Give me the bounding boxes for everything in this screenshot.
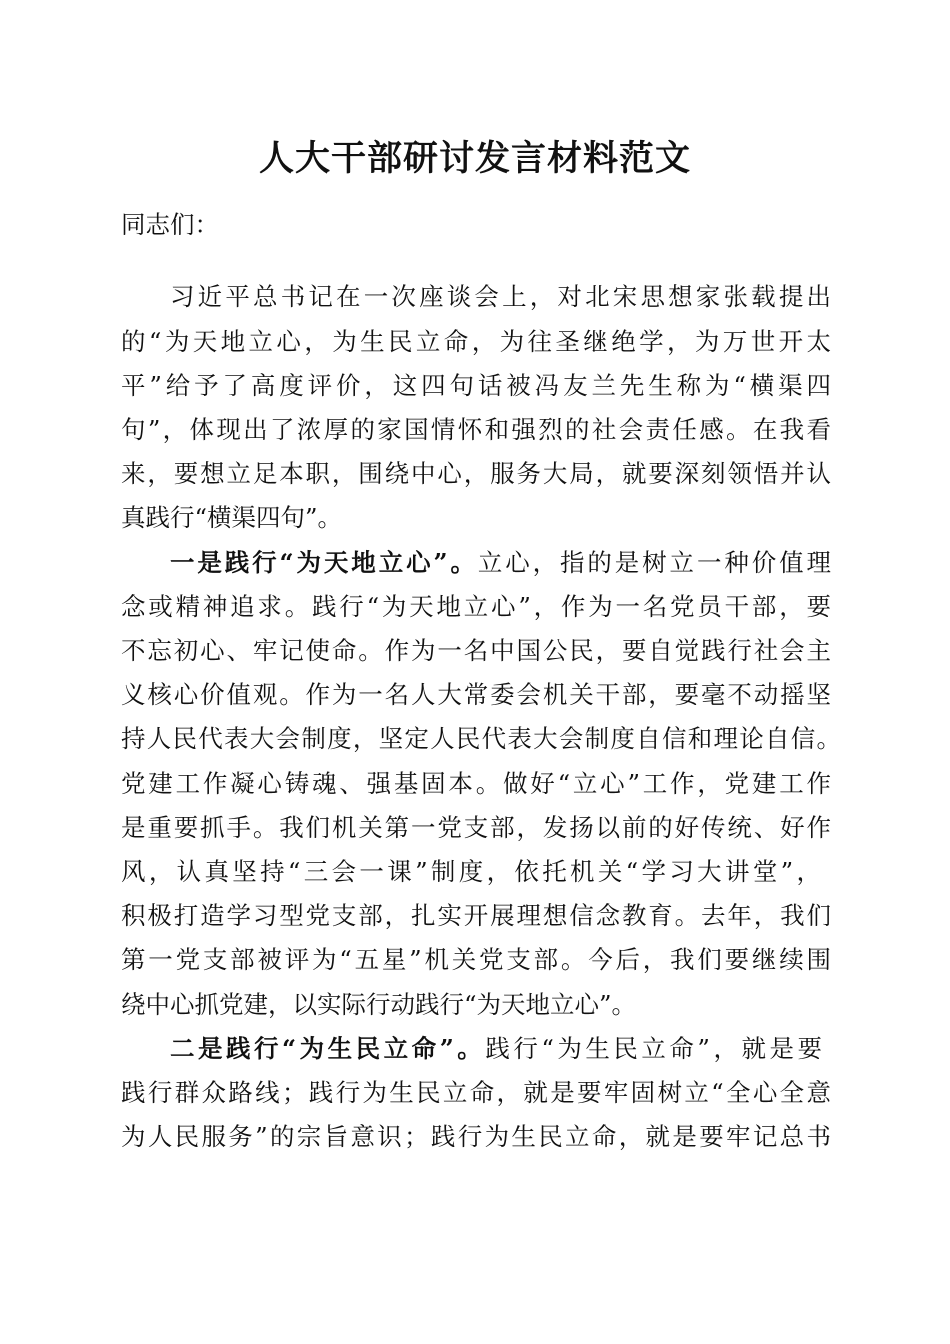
intro-line-4: 句”，体现出了浓厚的家国情怀和强烈的社会责任感。在我看 <box>121 415 831 444</box>
intro-line-2: 的“为天地立心，为生民立命，为往圣继绝学，为万世开太 <box>121 327 831 356</box>
section2-line-2: 践行群众路线；践行为生民立命，就是要牢固树立“全心全意 <box>121 1078 831 1107</box>
section1-line-6: 党建工作凝心铸魂、强基固本。做好“立心”工作，党建工作 <box>121 769 831 798</box>
section1-line-9: 积极打造学习型党支部，扎实开展理想信念教育。去年，我们 <box>121 901 831 930</box>
intro-line-6: 真践行“横渠四句”。 <box>121 503 343 532</box>
section2-first-line <box>170 1032 822 1066</box>
section1-line-7: 是重要抓手。我们机关第一党支部，发扬以前的好传统、好作 <box>121 813 831 842</box>
intro-line-1: 习近平总书记在一次座谈会上，对北宋思想家张载提出 <box>170 282 831 311</box>
section1-line-2: 念或精神追求。践行“为天地立心”，作为一名党员干部，要 <box>121 592 831 621</box>
section1-line-4: 义核心价值观。作为一名人大常委会机关干部，要毫不动摇坚 <box>121 680 831 709</box>
intro-line-3: 平”给予了高度评价，这四句话被冯友兰先生称为“横渠四 <box>121 371 831 400</box>
intro-line-5: 来，要想立足本职，围绕中心，服务大局，就要深刻领悟并认 <box>121 459 831 488</box>
salutation: 同志们： <box>121 210 219 239</box>
section1-first-rest: 立心，指的是树立一种价值理 <box>477 548 831 577</box>
document-title: 人大干部研讨发言材料范文 <box>258 138 691 179</box>
section2-line-3: 为人民服务”的宗旨意识；践行为生民立命，就是要牢记总书 <box>121 1122 831 1151</box>
section1-line-5: 持人民代表大会制度，坚定人民代表大会制度自信和理论自信。 <box>121 724 841 753</box>
section1-line-11: 绕中心抓党建，以实际行动践行“为天地立心”。 <box>121 990 637 1019</box>
section1-line-8: 风，认真坚持“三会一课”制度，依托机关“学习大讲堂”， <box>121 857 821 886</box>
section2-heading: 二是践行“为生民立命”。 <box>170 1034 486 1063</box>
section1-line-3: 不忘初心、牢记使命。作为一名中国公民，要自觉践行社会主 <box>121 636 831 665</box>
section2-first-rest: 践行“为生民立命”，就是要 <box>485 1034 822 1063</box>
section1-line-10: 第一党支部被评为“五星”机关党支部。今后，我们要继续围 <box>121 945 831 974</box>
section1-heading: 一是践行“为天地立心”。 <box>170 548 478 577</box>
section1-first-line <box>170 546 831 580</box>
